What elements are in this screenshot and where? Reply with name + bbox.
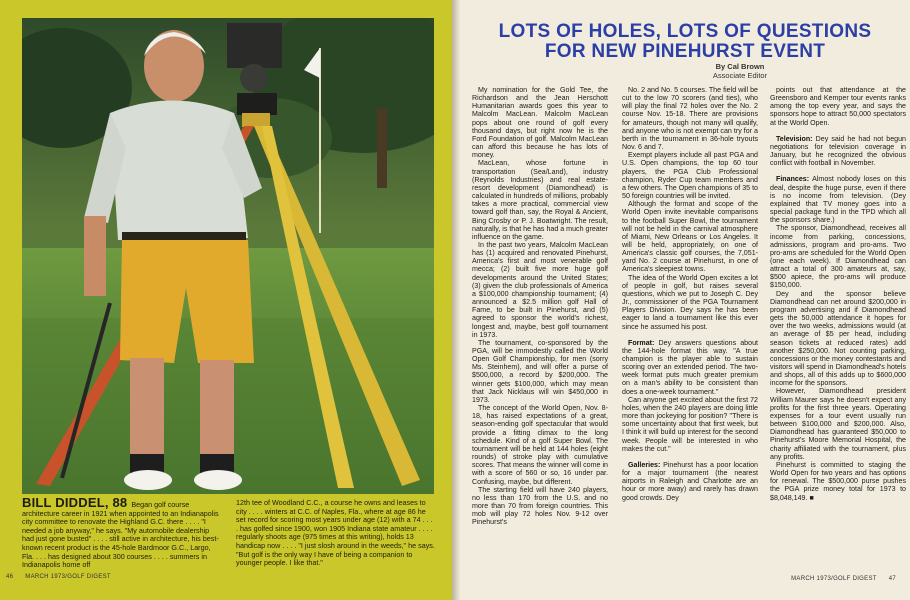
subhead-finances: Finances: <box>776 175 810 184</box>
paragraph <box>770 290 906 388</box>
paragraph <box>770 224 906 289</box>
paragraph <box>622 151 758 200</box>
photo-illustration <box>22 18 434 494</box>
paragraph-finances <box>770 175 906 224</box>
portrait-photo <box>22 18 434 494</box>
byline-author: By Cal Brown <box>715 62 765 71</box>
paragraph-text: Although the format and scope of the World Open invite inevitable comparisons to the football Super Bowl, the tournament will not be held in the carnival atmosphere of Miami, New Orleans or Los Angeles. It will be held, appropriately, on one of America's classic golf courses, the 7,051-yard No. 2 course at Pinehurst, in one of America's sleepiest towns. <box>622 200 758 274</box>
headline-line-1: LOTS OF HOLES, LOTS OF QUESTIONS <box>498 21 872 42</box>
paragraph <box>622 200 758 273</box>
paragraph <box>770 86 906 127</box>
paragraph: The starting field will have 240 players, no less than 170 from the U.S. and no more than 70 from foreign countries. This mob will play 72 holes Nov. 9-12 over Pinehurst's <box>472 485 608 527</box>
headline-line-2: FOR NEW PINEHURST EVENT <box>544 41 826 62</box>
caption-text-1: Began golf course architecture career in 1921 when appointed to an Indianapolis city committee to renovate the Highland G.C. there . . . . "I needed a job anyway," he says. "My automobile dealership had just gone busted" . . . . still active in architecture, his best-known recent product is the 45-hole Bardmoor G.C., Largo, Fla. . . . has designed about 300 courses . . . . summers in Indianapolis home off <box>22 500 219 570</box>
subhead-galleries: Galleries: <box>628 460 661 469</box>
caption-name: BILL DIDDEL, 88 <box>22 495 128 510</box>
paragraph-text: The sponsor, Diamondhead, receives all income from parking, concessions, admissions, program and pro-ams. Two pro-ams are scheduled for the World Open (one each week). If Diamondhead can attract a total of 300 amateurs at, say, $500 apiece, the pro-ams will produce $150,000. <box>770 224 906 290</box>
subhead-format: Format: <box>628 338 655 347</box>
article-byline <box>460 62 910 80</box>
caption-column-1 <box>22 495 222 570</box>
paragraph-format <box>622 339 758 396</box>
paragraph-text: Can anyone get excited about the first 72 holes, when the 240 players are doing little more than jockeying for position? "There is some uncertainty about that first week, but I think it will build up interest for the second week. People will be interested in who makes the cut." <box>622 395 758 453</box>
right-page-number: 47 <box>888 576 896 582</box>
paragraph-text: points out that attendance at the Greensboro and Kemper tour events ranks among the top every year, and says the sponsors hope to attract 50,000 spectators at the World Open. <box>770 86 906 127</box>
paragraph <box>770 387 906 460</box>
left-page-number: 46 <box>6 574 14 580</box>
paragraph-text: No. 2 and No. 5 courses. The field will be cut to the low 70 scorers (and ties), who will play the final 72 holes over the No. 2 course Nov. 15-18. There are provisions for amateurs, though not many will qualify, and anyone who is not exempt can try for a berth in the tournament in 36-hole tryouts Nov. 6 and 7. <box>622 86 758 152</box>
paragraph-text: The idea of the World Open excites a lot of people in golf, but raises several questions, which we put to Joseph C. Dey Jr., commissioner of the PGA Tournament Players Division. Dey says he has been eager to land a tournament like this ever since he assumed his post. <box>622 273 758 331</box>
subhead-television: Television: <box>776 134 813 143</box>
body-column-2 <box>622 86 758 566</box>
paragraph-galleries <box>622 461 758 502</box>
page-gutter <box>452 0 460 600</box>
right-issue-line: MARCH 1973/GOLF DIGEST <box>791 576 877 582</box>
byline-role: Associate Editor <box>712 71 768 80</box>
paragraph <box>622 274 758 331</box>
paragraph-text: However, Diamondhead president William Maurer says he doesn't expect any profits for the first three years. Operating expenses for a tour event usually run between $100,000 and $200,000. Also, Diamondhead has guaranteed $50,000 to Pinehurst's Moore Memorial Hospital, the charity affiliated with the tournament, plus any profits. <box>770 387 906 461</box>
paragraph <box>622 396 758 453</box>
paragraph-text: Dey answers questions about the 144-hole format this way. "A true champion is the player able to sustain scoring over an extended period. The two-week format puts much greater premium on a man's ability to be consistent than does a one-week tournament." <box>622 338 758 396</box>
paragraph: In the past two years, Malcolm MacLean has (1) acquired and renovated Pinehurst, America's first and most venerable golf mecca; (2) built five more huge golf developments around the United States; (3) given the club professionals of America a $100,000 championship tournament; (4) announced a $2.5 million golf Hall of Fame, to be built in Pinehurst, and (5) agreed to sponsor the world's richest, longest and, maybe, best golf tournament in 1973. <box>472 240 608 339</box>
caption-column-2 <box>236 499 436 568</box>
paragraph-television <box>770 135 906 168</box>
paragraph-text: Almost nobody loses on this deal, despite the huge purse, even if there is no income from television. (Dey explained that TV money goes into a special package fund in the TPD which all the sponsors share.) <box>770 175 906 225</box>
paragraph-text: Pinehurst is committed to staging the World Open for two years and has options for renewal. The $500,000 purse pushes the PGA prize money total for 1973 to $8,048,149. ■ <box>770 460 906 502</box>
paragraph-text: Pinehurst has a poor location for a major tournament (the nearest airports in Raleigh and Charlotte are an hour or more away) and rarely has drawn good crowds. Dey <box>622 460 758 502</box>
paragraph-text: Exempt players include all past PGA and U.S. Open champions, the top 60 tour players, the PGA Club Professional champion, Ryder Cup team members and a few others. The Open champions of 35 to 50 foreign countries will be invited. <box>622 151 758 201</box>
left-issue-line: MARCH 1973/GOLF DIGEST <box>25 574 111 580</box>
caption-text-2: 12th tee of Woodland C.C., a course he owns and leases to city . . . . winters at C.C. of Naples, Fla., where at age 86 he set record for scoring most years under age (12) with a 74 . . . . has golfed since 1900, won 1905 Indiana state amateur . . . . regularly shoots age (975 times at this writing), holds 13 handicap now . . . . "I just slosh around in the weeds," he says. "But golf is the only way I have of being a companion to younger people. I like that." <box>236 498 435 568</box>
paragraph: My nomination for the Gold Tee, the Richardson and the Jean Herschott Humanitarian awards goes this year to Malcolm MacLean. Malcolm MacLean pops about one round of golf every thousand days, but right now he is the Ford Foundation of golf. Malcolm MacLean can afford this because he has lots of money. <box>472 86 608 160</box>
paragraph <box>770 461 906 502</box>
right-page <box>460 0 910 600</box>
body-column-1 <box>472 86 608 566</box>
paragraph <box>622 86 758 151</box>
left-page <box>0 0 452 600</box>
left-folio <box>6 574 123 580</box>
paragraph: MacLean, whose fortune in transportation (Sea/Land), industry (Reynolds Industries) and real estate-resort development (Diamondhead) is calculated in hundreds of millions, probably takes a more practical, commercial view toward golf than, say, the Royal & Ancient, Bing Crosby or P. J. Boatwright. The result, naturally, is that he has had a much greater influence on the game. <box>472 159 608 241</box>
article-headline <box>460 22 910 62</box>
paragraph: The tournament, co-sponsored by the PGA, will be immodestly called the World Open Golf Championship, for men (sorry Ms. Steinhem), and will offer a purse of $500,000, a record by $200,000. The winner gets $100,000, which may mean that Jack Nicklaus will win $450,000 in 1973. <box>472 338 608 404</box>
paragraph-text: Dey said he had not begun negotiations for television coverage in January, but he recognized the obvious conflict with football in November. <box>770 134 906 168</box>
paragraph-text: Dey and the sponsor believe Diamondhead can net around $200,000 in program advertising and if Diamondhead gets the 50,000 attendance it hopes for over the two weeks, admissions would (at an average of $5 per head, including season tickets at reduced rates) add another $250,000. Not counting parking, concessions or the money contestants and visitors will spend in Diamondhead's hotels and shops, all of this adds up to $600,000 income for the sponsors. <box>770 289 906 388</box>
paragraph: The concept of the World Open, Nov. 8-18, has raised expectations of a great, season-ending golf spectacular that would provide a fitting climax to the long schedule. Kind of a golf Super Bowl. The tournament will be held at 144 holes (eight rounds) of stroke play with cumulative scores. That means the winner will come in with a score of 560 or so, 16 under par. Confusing, maybe, but different. <box>472 404 608 486</box>
right-folio <box>779 576 896 582</box>
body-column-3 <box>770 86 906 566</box>
